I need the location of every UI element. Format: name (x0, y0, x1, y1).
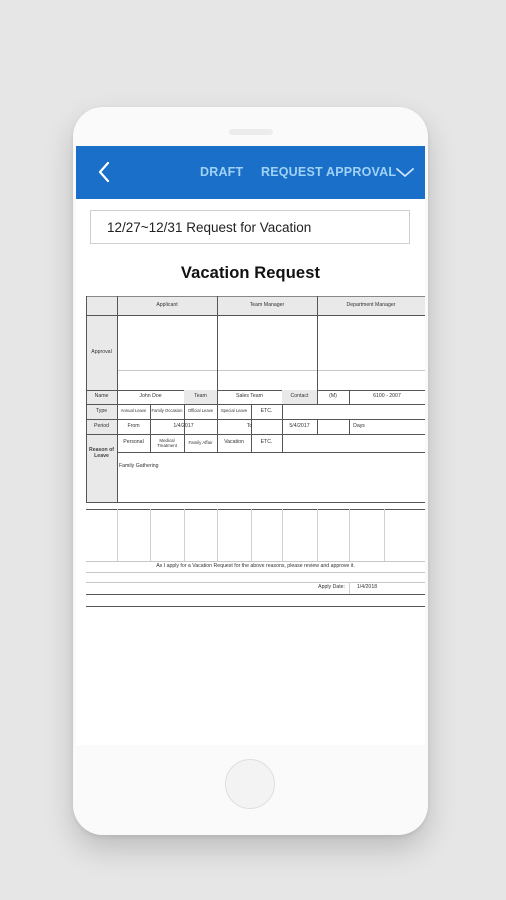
to-value[interactable]: 5/4/2017 (289, 422, 310, 429)
reason-family-affair[interactable]: Family Affair (188, 440, 213, 446)
days-label: Days (353, 422, 365, 429)
phone-speaker (229, 129, 273, 135)
team-value[interactable]: Sales Team (235, 393, 263, 400)
top-app-bar (76, 146, 425, 199)
reason-personal[interactable]: Personal (123, 439, 144, 446)
request-approval-button[interactable]: REQUEST APPROVAL (261, 165, 397, 179)
name-label: Name (94, 393, 109, 400)
type-annual-leave[interactable]: Annual Leave (120, 408, 147, 414)
department-manager-signature-box[interactable] (318, 316, 425, 370)
approval-statement: As I apply for a Vacation Request for the above reasons, please review and approve it. (156, 562, 355, 569)
team-label: Team (184, 390, 217, 404)
contact-value[interactable]: 6100 - 2007 (373, 393, 401, 400)
name-value[interactable]: John Doe (139, 393, 162, 400)
apply-date-label: Apply Date: (318, 584, 345, 591)
type-label: Type (95, 407, 108, 414)
reason-label: Reason of Leave (88, 447, 115, 459)
document-title: Vacation Request (180, 264, 321, 282)
request-title-input[interactable] (90, 210, 410, 244)
team-manager-signature-box[interactable] (218, 316, 317, 370)
approval-label: Approval (91, 348, 112, 355)
home-button[interactable] (225, 759, 275, 809)
to-label: To (246, 422, 253, 429)
type-special-leave[interactable]: Special Leave (220, 408, 248, 414)
type-family-occasion[interactable]: Family Occasion (151, 408, 183, 414)
chevron-down-icon (396, 168, 414, 178)
reason-medical-treatment[interactable]: Medical Treatment (157, 437, 177, 448)
apply-date-value[interactable]: 1/4/2018 (356, 584, 378, 591)
from-value[interactable]: 1/4/2017 (173, 422, 194, 429)
more-options-button[interactable] (392, 160, 418, 186)
column-department-manager: Department Manager (346, 302, 396, 309)
period-label: Period (94, 422, 109, 429)
reason-text[interactable]: Family Gathering (119, 463, 159, 470)
column-applicant: Applicant (156, 302, 178, 309)
chevron-left-icon (97, 161, 111, 183)
reason-vacation[interactable]: Vacation (224, 439, 244, 446)
from-label: From (127, 422, 140, 429)
reason-etc[interactable]: ETC. (260, 439, 273, 446)
type-official-leave[interactable]: Official Leave (187, 408, 214, 414)
draft-button[interactable]: DRAFT (200, 165, 244, 179)
back-button[interactable] (90, 158, 118, 186)
column-team-manager: Team Manager (249, 302, 285, 309)
app-screen (76, 146, 425, 745)
applicant-signature-box[interactable] (118, 316, 217, 370)
type-etc[interactable]: ETC. (260, 407, 273, 414)
vacation-request-form (86, 296, 425, 626)
contact-prefix: (M) (329, 393, 337, 400)
contact-label: Contact (282, 390, 317, 404)
phone-frame (73, 107, 428, 835)
